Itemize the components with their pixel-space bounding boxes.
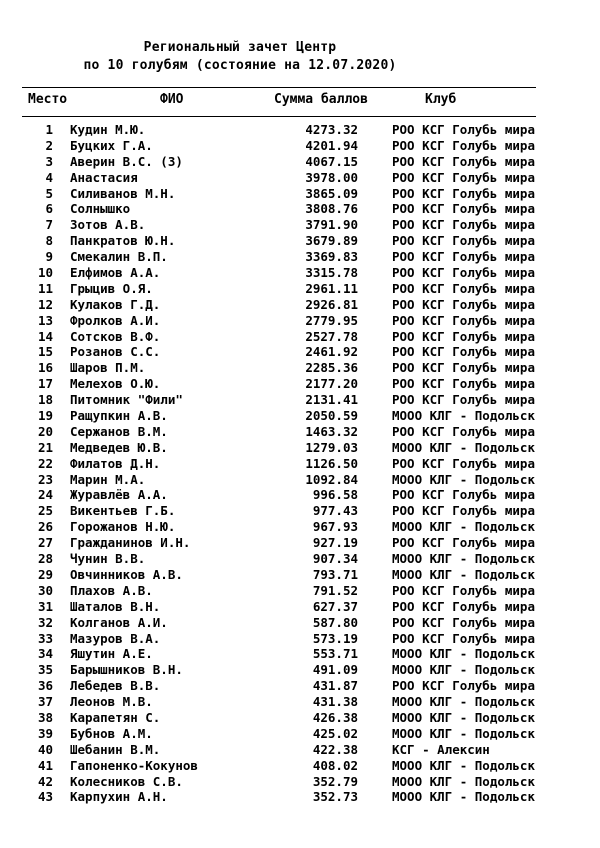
- row-name: Гапоненко-Кокунов: [70, 757, 198, 773]
- row-club: РОО КСГ Голубь мира: [392, 201, 535, 217]
- table-row: [0, 551, 600, 567]
- row-name: Питомник "Фили": [70, 392, 183, 408]
- row-name: Силиванов М.Н.: [70, 185, 176, 201]
- row-place: 16: [37, 360, 53, 376]
- row-club: РОО КСГ Голубь мира: [392, 582, 535, 598]
- row-place: 9: [45, 249, 53, 265]
- table-row: [0, 424, 600, 440]
- row-club: МООО КЛГ - Подольск: [392, 566, 535, 582]
- row-name: Фролков А.И.: [70, 312, 161, 328]
- row-club: МООО КЛГ - Подольск: [392, 471, 535, 487]
- row-score: 907.34: [312, 551, 358, 567]
- row-score: 425.02: [312, 725, 358, 741]
- row-place: 27: [37, 535, 53, 551]
- table-row: [0, 742, 600, 758]
- row-name: Солнышко: [70, 201, 131, 217]
- row-score: 2461.92: [305, 344, 358, 360]
- row-name: Зотов А.В.: [70, 217, 146, 233]
- row-score: 3865.09: [305, 185, 358, 201]
- row-club: МООО КЛГ - Подольск: [392, 789, 535, 805]
- row-club: РОО КСГ Голубь мира: [392, 296, 535, 312]
- column-header-club: Клуб: [425, 92, 457, 107]
- row-club: РОО КСГ Голубь мира: [392, 122, 535, 137]
- table-row: [0, 710, 600, 726]
- table-row: [0, 774, 600, 790]
- table-row: [0, 472, 600, 488]
- table-row: [0, 631, 600, 647]
- table-row: [0, 599, 600, 615]
- row-score: 793.71: [312, 566, 358, 582]
- table-row: [0, 217, 600, 233]
- row-score: 4201.94: [305, 137, 358, 153]
- row-score: 587.80: [312, 614, 358, 630]
- table-row: [0, 694, 600, 710]
- row-club: РОО КСГ Голубь мира: [392, 280, 535, 296]
- table-row: [0, 329, 600, 345]
- row-name: Аверин В.С. (З): [70, 153, 183, 169]
- row-club: МООО КЛГ - Подольск: [392, 439, 535, 455]
- row-name: Буцких Г.А.: [70, 137, 153, 153]
- table-row: [0, 789, 600, 805]
- row-place: 4: [45, 169, 53, 185]
- table-row: [0, 376, 600, 392]
- table-row: [0, 456, 600, 472]
- row-place: 17: [37, 376, 53, 392]
- table-row: [0, 758, 600, 774]
- row-club: РОО КСГ Голубь мира: [392, 312, 535, 328]
- table-row: [0, 408, 600, 424]
- results-table: [0, 122, 600, 805]
- table-row: [0, 662, 600, 678]
- row-club: РОО КСГ Голубь мира: [392, 630, 535, 646]
- row-club: РОО КСГ Голубь мира: [392, 360, 535, 376]
- table-row: [0, 122, 600, 138]
- row-club: РОО КСГ Голубь мира: [392, 392, 535, 408]
- row-name: Марин М.А.: [70, 471, 146, 487]
- row-name: Кудин М.Ю.: [70, 122, 146, 137]
- row-score: 3808.76: [305, 201, 358, 217]
- row-name: Колесников С.В.: [70, 773, 183, 789]
- row-place: 38: [37, 709, 53, 725]
- row-name: Мелехов О.Ю.: [70, 376, 161, 392]
- row-club: РОО КСГ Голубь мира: [392, 265, 535, 281]
- row-place: 43: [37, 789, 53, 805]
- row-score: 4067.15: [305, 153, 358, 169]
- row-name: Гражданинов И.Н.: [70, 535, 191, 551]
- row-place: 8: [45, 233, 53, 249]
- row-place: 28: [37, 551, 53, 567]
- table-row: [0, 615, 600, 631]
- row-club: МООО КЛГ - Подольск: [392, 773, 535, 789]
- row-name: Смекалин В.П.: [70, 249, 168, 265]
- row-place: 26: [37, 519, 53, 535]
- row-club: РОО КСГ Голубь мира: [392, 233, 535, 249]
- row-name: Чунин В.В.: [70, 551, 146, 567]
- table-row: [0, 726, 600, 742]
- row-score: 1092.84: [305, 471, 358, 487]
- row-place: 13: [37, 312, 53, 328]
- row-name: Елфимов А.А.: [70, 265, 161, 281]
- row-club: РОО КСГ Голубь мира: [392, 614, 535, 630]
- table-row: [0, 567, 600, 583]
- row-place: 31: [37, 598, 53, 614]
- row-name: Овчинников А.В.: [70, 566, 183, 582]
- table-row: [0, 249, 600, 265]
- row-score: 573.19: [312, 630, 358, 646]
- row-name: Розанов С.С.: [70, 344, 161, 360]
- row-score: 2961.11: [305, 280, 358, 296]
- row-club: РОО КСГ Голубь мира: [392, 423, 535, 439]
- row-place: 34: [37, 646, 53, 662]
- row-place: 42: [37, 773, 53, 789]
- row-name: Сотсков В.Ф.: [70, 328, 161, 344]
- row-place: 7: [45, 217, 53, 233]
- row-name: Горожанов Н.Ю.: [70, 519, 176, 535]
- row-score: 352.73: [312, 789, 358, 805]
- row-place: 22: [37, 455, 53, 471]
- table-row: [0, 646, 600, 662]
- row-name: Медведев Ю.В.: [70, 439, 168, 455]
- row-club: РОО КСГ Голубь мира: [392, 328, 535, 344]
- row-club: РОО КСГ Голубь мира: [392, 249, 535, 265]
- row-club: РОО КСГ Голубь мира: [392, 487, 535, 503]
- table-row: [0, 201, 600, 217]
- row-name: Кулаков Г.Д.: [70, 296, 161, 312]
- row-score: 491.09: [312, 662, 358, 678]
- row-score: 2527.78: [305, 328, 358, 344]
- column-header-score: Сумма баллов: [274, 92, 368, 107]
- row-score: 3978.00: [305, 169, 358, 185]
- row-score: 408.02: [312, 757, 358, 773]
- row-place: 36: [37, 678, 53, 694]
- row-score: 2177.20: [305, 376, 358, 392]
- row-club: РОО КСГ Голубь мира: [392, 503, 535, 519]
- row-score: 553.71: [312, 646, 358, 662]
- row-club: РОО КСГ Голубь мира: [392, 678, 535, 694]
- row-place: 20: [37, 423, 53, 439]
- table-row: [0, 313, 600, 329]
- row-score: 431.38: [312, 694, 358, 710]
- row-score: 2779.95: [305, 312, 358, 328]
- row-place: 35: [37, 662, 53, 678]
- row-name: Барышников В.Н.: [70, 662, 183, 678]
- row-club: МООО КЛГ - Подольск: [392, 646, 535, 662]
- row-club: РОО КСГ Голубь мира: [392, 598, 535, 614]
- row-name: Плахов А.В.: [70, 582, 153, 598]
- row-score: 1126.50: [305, 455, 358, 471]
- table-row: [0, 233, 600, 249]
- row-score: 1463.32: [305, 423, 358, 439]
- table-row: [0, 503, 600, 519]
- row-name: Ращупкин А.В.: [70, 408, 168, 424]
- table-row: [0, 392, 600, 408]
- row-name: Лебедев В.В.: [70, 678, 161, 694]
- document-subtitle: по 10 голубям (состояние на 12.07.2020): [83, 58, 397, 73]
- row-place: 5: [45, 185, 53, 201]
- row-name: Колганов А.И.: [70, 614, 168, 630]
- row-name: Шебанин В.М.: [70, 741, 161, 757]
- row-score: 352.79: [312, 773, 358, 789]
- row-name: Анастасия: [70, 169, 138, 185]
- row-club: МООО КЛГ - Подольск: [392, 694, 535, 710]
- row-club: РОО КСГ Голубь мира: [392, 185, 535, 201]
- row-place: 24: [37, 487, 53, 503]
- row-score: 977.43: [312, 503, 358, 519]
- row-club: МООО КЛГ - Подольск: [392, 519, 535, 535]
- row-name: Карапетян С.: [70, 709, 161, 725]
- column-header-place: Место: [28, 92, 68, 107]
- table-row: [0, 487, 600, 503]
- header-rule-top: [22, 87, 536, 88]
- row-club: РОО КСГ Голубь мира: [392, 344, 535, 360]
- table-row: [0, 297, 600, 313]
- row-name: Мазуров В.А.: [70, 630, 161, 646]
- row-name: Шаталов В.Н.: [70, 598, 161, 614]
- row-place: 37: [37, 694, 53, 710]
- row-place: 12: [37, 296, 53, 312]
- row-place: 11: [37, 280, 53, 296]
- row-score: 967.93: [312, 519, 358, 535]
- row-name: Карпухин А.Н.: [70, 789, 168, 805]
- row-place: 41: [37, 757, 53, 773]
- row-place: 14: [37, 328, 53, 344]
- row-club: РОО КСГ Голубь мира: [392, 169, 535, 185]
- row-score: 3679.89: [305, 233, 358, 249]
- row-place: 15: [37, 344, 53, 360]
- row-club: МООО КЛГ - Подольск: [392, 709, 535, 725]
- row-club: РОО КСГ Голубь мира: [392, 217, 535, 233]
- row-score: 1279.03: [305, 439, 358, 455]
- row-club: МООО КЛГ - Подольск: [392, 725, 535, 741]
- row-name: Филатов Д.Н.: [70, 455, 161, 471]
- row-place: 2: [45, 137, 53, 153]
- row-name: Панкратов Ю.Н.: [70, 233, 176, 249]
- row-place: 40: [37, 741, 53, 757]
- table-row: [0, 170, 600, 186]
- row-place: 10: [37, 265, 53, 281]
- row-score: 426.38: [312, 709, 358, 725]
- row-name: Бубнов А.М.: [70, 725, 153, 741]
- row-place: 33: [37, 630, 53, 646]
- table-row: [0, 583, 600, 599]
- row-score: 3791.90: [305, 217, 358, 233]
- row-club: МООО КЛГ - Подольск: [392, 757, 535, 773]
- row-score: 422.38: [312, 741, 358, 757]
- row-place: 32: [37, 614, 53, 630]
- row-score: 2131.41: [305, 392, 358, 408]
- row-score: 4273.32: [305, 122, 358, 137]
- row-name: Сержанов В.М.: [70, 423, 168, 439]
- row-club: РОО КСГ Голубь мира: [392, 153, 535, 169]
- row-place: 6: [45, 201, 53, 217]
- row-club: РОО КСГ Голубь мира: [392, 535, 535, 551]
- row-place: 25: [37, 503, 53, 519]
- row-score: 2926.81: [305, 296, 358, 312]
- row-club: РОО КСГ Голубь мира: [392, 137, 535, 153]
- document-title: Региональный зачет Центр: [143, 40, 337, 55]
- row-name: Грыцив О.Я.: [70, 280, 153, 296]
- row-place: 21: [37, 439, 53, 455]
- column-header-name: ФИО: [160, 92, 184, 107]
- row-score: 791.52: [312, 582, 358, 598]
- row-score: 3315.78: [305, 265, 358, 281]
- row-club: МООО КЛГ - Подольск: [392, 551, 535, 567]
- row-club: РОО КСГ Голубь мира: [392, 455, 535, 471]
- row-name: Журавлёв А.А.: [70, 487, 168, 503]
- table-row: [0, 154, 600, 170]
- row-name: Викентьев Г.Б.: [70, 503, 176, 519]
- row-place: 30: [37, 582, 53, 598]
- row-place: 23: [37, 471, 53, 487]
- row-club: РОО КСГ Голубь мира: [392, 376, 535, 392]
- row-score: 2050.59: [305, 408, 358, 424]
- table-row: [0, 138, 600, 154]
- row-score: 627.37: [312, 598, 358, 614]
- table-row: [0, 186, 600, 202]
- row-score: 431.87: [312, 678, 358, 694]
- row-score: 996.58: [312, 487, 358, 503]
- table-row: [0, 440, 600, 456]
- table-row: [0, 265, 600, 281]
- table-row: [0, 535, 600, 551]
- row-club: КСГ - Алексин: [392, 741, 490, 757]
- table-row: [0, 281, 600, 297]
- row-place: 3: [45, 153, 53, 169]
- table-row: [0, 344, 600, 360]
- row-score: 927.19: [312, 535, 358, 551]
- row-place: 18: [37, 392, 53, 408]
- row-name: Леонов М.В.: [70, 694, 153, 710]
- header-rule-bottom: [22, 116, 536, 117]
- table-row: [0, 678, 600, 694]
- row-place: 29: [37, 566, 53, 582]
- row-club: МООО КЛГ - Подольск: [392, 408, 535, 424]
- row-club: МООО КЛГ - Подольск: [392, 662, 535, 678]
- row-score: 2285.36: [305, 360, 358, 376]
- row-score: 3369.83: [305, 249, 358, 265]
- row-name: Шаров П.М.: [70, 360, 146, 376]
- table-row: [0, 360, 600, 376]
- row-place: 19: [37, 408, 53, 424]
- row-place: 1: [45, 122, 53, 137]
- row-name: Яшутин А.Е.: [70, 646, 153, 662]
- table-row: [0, 519, 600, 535]
- row-place: 39: [37, 725, 53, 741]
